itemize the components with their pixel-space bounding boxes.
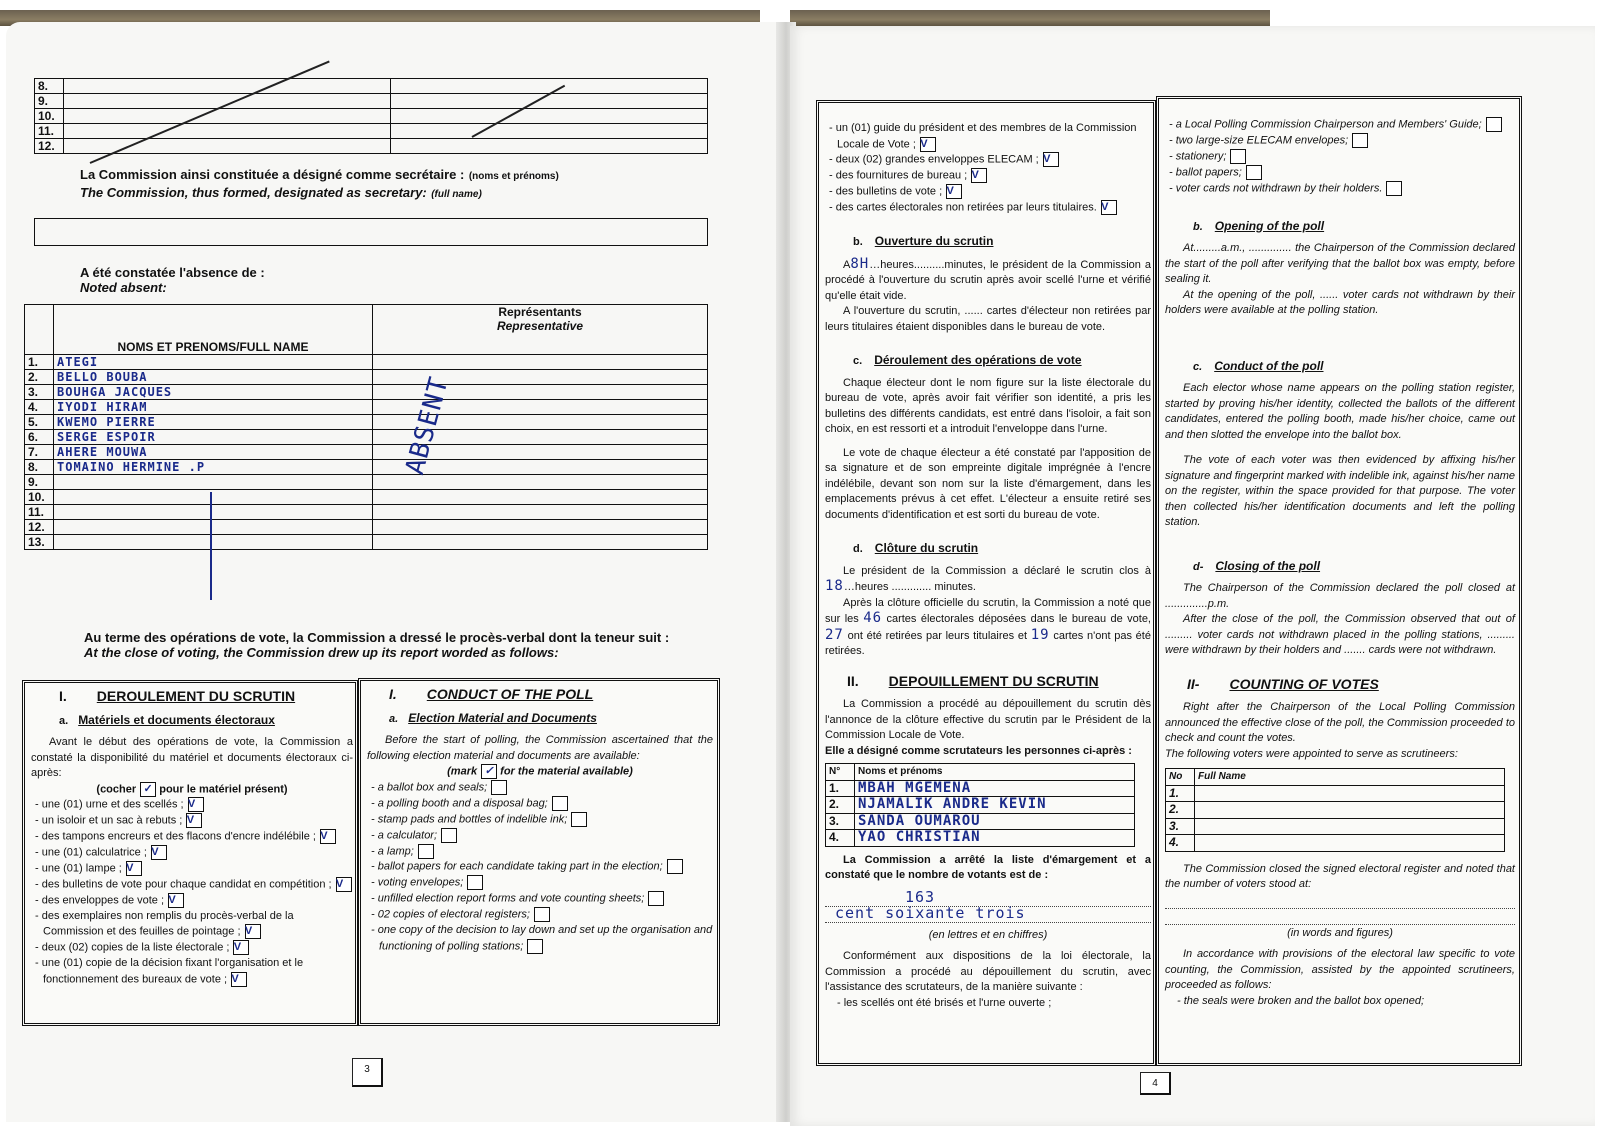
header-no: No xyxy=(1166,769,1195,786)
material-checkbox[interactable] xyxy=(467,875,483,890)
absent-name: ATEGI xyxy=(54,355,373,370)
text: cartes électorales déposées dans le bureau de vote, xyxy=(886,613,1151,626)
scrutineers-table-fr xyxy=(825,763,1135,847)
material-checkbox[interactable] xyxy=(648,891,664,906)
handwritten-vertical-line xyxy=(210,492,212,600)
row-number: 9. xyxy=(25,475,54,490)
section-title: CONDUCT OF THE POLL xyxy=(426,686,594,702)
material-checkbox[interactable]: V xyxy=(920,137,936,152)
absent-header-representative xyxy=(373,305,708,355)
material-label: - one copy of the decision to lay down and set up the organisation and functioning of polling stations; xyxy=(371,924,713,952)
absent-annotation: ABSENT xyxy=(400,373,455,478)
conduct-paragraph: Each elector whose name appears on the polling station register, started by proving his/her identity, collected the ballots of the different candidates, entered the polling booth, made his/her choice, came out and then slotted the envelope into the ballot box. xyxy=(1165,382,1515,441)
instruction-tail: pour le matériel présent) xyxy=(159,782,288,795)
material-checkbox[interactable]: V xyxy=(151,845,167,860)
absent-name: KWEMO PIERRE xyxy=(54,415,373,430)
scrutineer-name[interactable] xyxy=(1195,785,1505,802)
material-label: - ballot papers for each candidate taking part in the election; xyxy=(371,860,663,873)
material-item xyxy=(367,875,713,891)
material-checkbox[interactable] xyxy=(1230,149,1246,164)
count-item: - les scellés ont été brisés et l'urne ouverte ; xyxy=(837,996,1052,1009)
material-item xyxy=(367,891,713,907)
material-item xyxy=(825,121,1151,152)
member-name-cell xyxy=(64,94,391,109)
subsection-letter: b. xyxy=(853,236,863,249)
absent-representative xyxy=(373,475,708,490)
material-item xyxy=(31,829,353,845)
material-item xyxy=(31,956,353,987)
material-label: - deux (02) copies de la liste électorale ; xyxy=(35,941,230,954)
page-number-left: 3 xyxy=(352,1058,383,1087)
text: A xyxy=(843,258,851,271)
material-item xyxy=(367,844,713,860)
absent-name xyxy=(54,505,373,520)
scrutineer-row xyxy=(1166,818,1505,835)
material-checkbox[interactable] xyxy=(571,812,587,827)
member-role-cell xyxy=(391,124,708,139)
material-label: - deux (02) grandes enveloppes ELECAM ; xyxy=(829,153,1039,166)
absent-name xyxy=(54,520,373,535)
material-label: - voter cards not withdrawn by their holders. xyxy=(1169,182,1383,195)
row-number: 10. xyxy=(35,109,64,124)
scrutineers-intro: The following voters were appointed to serve as scrutineers: xyxy=(1165,747,1458,760)
material-label: - des tampons encreurs et des flacons d'encre indélébile ; xyxy=(35,830,316,843)
material-label: - stamp pads and bottles of indelible ink; xyxy=(371,813,568,826)
material-item xyxy=(367,780,713,796)
subsection-letter: b. xyxy=(1193,220,1203,233)
scrutineer-row xyxy=(826,813,1135,830)
row-number: 12. xyxy=(35,139,64,154)
instruction-tail: for the material available) xyxy=(500,765,633,778)
absent-name: AHERE MOUWA xyxy=(54,445,373,460)
material-item xyxy=(31,797,353,813)
row-number: 4. xyxy=(25,400,54,415)
absent-row xyxy=(25,445,708,460)
voters-count-field[interactable] xyxy=(825,887,1151,928)
section-number: II- xyxy=(1187,675,1200,692)
dotted-line xyxy=(1165,896,1515,909)
row-number: 3. xyxy=(1166,818,1195,835)
conduct-paragraph: The vote of each voter was then evidenced by affixing his/her signature and fingerprint marked with indelible ink, against his/her name on the register, within the space provided for that purpose. The voter then collected his/her identification documents and left the polling station. xyxy=(1165,454,1515,529)
member-role-cell xyxy=(391,94,708,109)
material-checkbox[interactable]: V xyxy=(186,813,202,828)
material-item xyxy=(367,828,713,844)
material-checkbox[interactable] xyxy=(667,859,683,874)
material-item xyxy=(367,812,713,828)
voters-note: (in words and figures) xyxy=(1287,926,1393,939)
section-fr-box xyxy=(22,680,358,1026)
absent-row xyxy=(25,385,708,400)
material-label: - a lamp; xyxy=(371,844,414,857)
material-checkbox[interactable]: V xyxy=(188,797,204,812)
rep-header-en: Representative xyxy=(496,319,584,333)
secretary-label xyxy=(80,166,700,202)
scrutineers-intro: Elle a désigné comme scrutateurs les personnes ci-après : xyxy=(825,744,1132,757)
material-label: - une (01) lampe ; xyxy=(35,862,122,875)
absent-row xyxy=(25,430,708,445)
closing-cards-paragraph: After the close of the poll, the Commission observed that out of ......... voter cards not withdrawn placed in the polling stations, ......... were withdrawn by their holders and ....... cards were not withdrawn. xyxy=(1165,613,1515,657)
material-label: - stationery; xyxy=(1169,150,1227,163)
material-checkbox[interactable]: V xyxy=(233,940,249,955)
header-no: N° xyxy=(826,764,855,781)
dotted-line xyxy=(1165,912,1515,925)
voters-count-field[interactable] xyxy=(1165,896,1515,926)
section-number: II. xyxy=(847,672,859,689)
absent-row xyxy=(25,475,708,490)
material-item xyxy=(31,893,353,909)
scrutineer-name[interactable] xyxy=(1195,835,1505,852)
absent-row xyxy=(25,520,708,535)
row-number: 3. xyxy=(826,813,855,830)
scrutineer-row xyxy=(826,830,1135,847)
scrutineer-name[interactable] xyxy=(1195,802,1505,819)
header-name: Full Name xyxy=(1195,769,1505,786)
material-label: - un isoloir et un sac à rebuts ; xyxy=(35,814,183,827)
member-role-cell xyxy=(391,139,708,154)
cards-deposited-value[interactable]: 46 xyxy=(863,610,883,627)
text: heures xyxy=(880,258,914,271)
page-number-right: 4 xyxy=(1140,1072,1171,1095)
row-number: 11. xyxy=(25,505,54,520)
absent-label-en: Noted absent: xyxy=(80,280,167,295)
row-number: 5. xyxy=(25,415,54,430)
scrutineer-row xyxy=(1166,835,1505,852)
secretary-field[interactable] xyxy=(34,218,708,246)
material-label: - two large-size ELECAM envelopes; xyxy=(1169,134,1349,147)
row-number: 2. xyxy=(1166,802,1195,819)
row-number: 2. xyxy=(826,797,855,814)
section-title: COUNTING OF VOTES xyxy=(1229,675,1379,692)
text: Après la clôture officielle du scrutin, la Commission a noté que sur les xyxy=(825,596,1151,626)
material-checkbox[interactable]: V xyxy=(126,861,142,876)
secretary-note-fr: (noms et prénoms) xyxy=(468,171,559,182)
material-item xyxy=(1165,117,1515,133)
absent-representative xyxy=(373,490,708,505)
absent-row xyxy=(25,505,708,520)
scrutineers-table-en xyxy=(1165,768,1505,852)
row-number: 8. xyxy=(35,79,64,94)
materials-intro: Avant le début des opérations de vote, la Commission a constaté la disponibilité du matériel et documents électoraux ci-après: xyxy=(31,736,353,779)
material-checkbox[interactable]: V xyxy=(1043,152,1059,167)
subsection-letter: a. xyxy=(389,712,399,725)
absent-name: SERGE ESPOIR xyxy=(54,430,373,445)
subsection-title: Opening of the poll xyxy=(1214,218,1325,233)
count-paragraph: Conformément aux dispositions de la loi électorale, la Commission a procédé au dépouillement du scrutin, avec l'assistance des scrutateurs, de la manière suivante : xyxy=(825,950,1151,994)
absent-row xyxy=(25,460,708,475)
material-label: - ballot papers; xyxy=(1169,166,1242,179)
material-checkbox[interactable] xyxy=(552,796,568,811)
material-label: - une (01) urne et des scellés ; xyxy=(35,798,184,811)
member-name-cell xyxy=(64,109,391,124)
absent-name xyxy=(54,475,373,490)
scrutineer-name: NJAMALIK ANDRE KEVIN xyxy=(855,797,1135,814)
closing-hour-value[interactable]: 18 xyxy=(825,578,844,595)
section-title: DEPOUILLEMENT DU SCRUTIN xyxy=(888,672,1099,689)
materials-intro: Before the start of polling, the Commission ascertained that the following election material and documents are available: xyxy=(367,734,713,762)
material-label: - a polling booth and a disposal bag; xyxy=(371,797,548,810)
section-number: I. xyxy=(389,686,397,702)
material-checkbox[interactable] xyxy=(534,907,550,922)
opening-cards-paragraph: At the opening of the poll, ...... voter cards not withdrawn by their holders were available at the polling station. xyxy=(1165,288,1515,317)
absent-name: TOMAINO HERMINE .P xyxy=(54,460,373,475)
material-item xyxy=(31,845,353,861)
absent-table xyxy=(24,304,708,550)
material-item xyxy=(825,184,1151,200)
opening-cards-paragraph: A l'ouverture du scrutin, ...... cartes d'électeur non retirées par leurs titulaires étaient disponibles dans le bureau de vote. xyxy=(825,305,1151,333)
row-number: 9. xyxy=(35,94,64,109)
absent-row xyxy=(25,370,708,385)
row-number: 11. xyxy=(35,124,64,139)
absent-label-fr: A été constatée l'absence de : xyxy=(80,265,265,280)
row-number: 8. xyxy=(25,460,54,475)
absent-row xyxy=(25,415,708,430)
text: minutes, le président de la Commission a procédé à l'ouverture du scrutin après avoir scellé l'urne et vérifié qu'elle était vide. xyxy=(825,258,1151,302)
secretary-note-en: (full name) xyxy=(431,189,482,200)
material-item xyxy=(367,796,713,812)
row-number: 6. xyxy=(25,430,54,445)
member-role-cell xyxy=(391,79,708,94)
material-label: - des bulletins de vote pour chaque candidat en compétition ; xyxy=(35,878,332,891)
material-checkbox[interactable]: V xyxy=(946,184,962,199)
material-item xyxy=(825,200,1151,216)
row-number: 3. xyxy=(25,385,54,400)
report-intro xyxy=(84,630,669,660)
scrutineer-row xyxy=(1166,802,1505,819)
member-name-cell xyxy=(64,124,391,139)
material-item xyxy=(1165,149,1515,165)
material-item xyxy=(1165,133,1515,149)
section-title: DEROULEMENT DU SCRUTIN xyxy=(96,688,296,704)
subsection-letter: a. xyxy=(59,714,69,727)
material-item xyxy=(367,907,713,923)
absent-name xyxy=(54,490,373,505)
right-fr-box: - un (01) guide du président et des membres de la Commission Locale de Vote ; V - deux (02) grandes enveloppes ELECAM ; V - des fournitures de bureau ; V - des bulletins de vote ; V - des cartes électorales non retirées par leurs titulaires. V b. Ouverture du scrutin A8H…heures..........minutes, le président de la Commission a procédé à l'ouverture du scrutin après avoir scellé l'urne et vérifié qu'elle était vide. A l'ouverture du scrutin, ...... cartes d'électeur non retirées par leurs titulaires étaient disponibles dans le bureau de vote. c. Déroulement des opérations de vote Chaque électeur dont le nom figure sur la liste électorale du bureau de vote, après avoir fait vérifier son identité, a pris les bulletins des différents candidats, est entré dans l'isoloir, a fait son choix, en est ressorti et a introduit l'enveloppe dans l'urne. Le vote de chaque électeur a été constaté par l'apposition de sa signature et de son empreinte digitale imprégnée à l'encre indélébile, devant son nom sur la liste d'émargement, dans les emplacements prévus à cet effet. L'électeur a ensuite retiré ses documents d'identification et est sorti du bureau de vote. d. Clôture du scrutin Le président de la Commission a déclaré le scrutin clos à 18…heures ............. minutes. Après la clôture officielle du scrutin, la Commission a noté que sur les 46 cartes électorales déposées dans le bureau de vote, 27 ont été retirées par leurs titulaires et 19 cartes n'ont pas été retirées. II. DEPOUILLEMENT DU SCRUTIN La Commission a procédé au dépouillement du scrutin dès l'annonce de la clôture effective du scrutin par le Président de la Commission Locale de Vote. Elle a désigné comme scrutateurs les personnes ci-après : N° Noms et prénoms 1. MBAH MGEMENA 2. NJAMALIK ANDRE KEVIN 3. SANDA OUMAROU 4. YAO CHRISTIAN La Commission a arrêté la liste d'émargement et a constaté que le nombre de votants est de : 163 cent soixante trois (en lettres et en chiffres) Conformément aux dispositions de la loi électorale, la Commission a procédé au dépouillement du scrutin, avec l'assistance des scrutateurs, de la manière suivante : - les scellés ont été brisés et l'urne ouverte ; xyxy=(816,100,1156,1066)
material-label: - a Local Polling Commission Chairperson and Members' Guide; xyxy=(1169,118,1482,131)
desk-background xyxy=(790,10,1270,26)
material-checkbox[interactable] xyxy=(441,828,457,843)
absent-label xyxy=(80,265,265,295)
absent-name: IYODI HIRAM xyxy=(54,400,373,415)
subsection-title: Conduct of the poll xyxy=(1214,358,1324,373)
material-label: - des exemplaires non remplis du procès-verbal de la Commission et des feuilles de pointage ; xyxy=(35,909,294,938)
intro-fr: Au terme des opérations de vote, la Commission a dressé le procès-verbal dont la teneur suit : xyxy=(84,630,670,645)
material-item xyxy=(367,923,713,954)
material-checkbox[interactable]: V xyxy=(971,168,987,183)
material-label: - un (01) guide du président et des membres de la Commission Locale de Vote ; xyxy=(829,122,1137,150)
absent-representative xyxy=(373,535,708,550)
scrutineer-name: SANDA OUMAROU xyxy=(855,813,1135,830)
row-number: 12. xyxy=(25,520,54,535)
voters-paragraph: La Commission a arrêté la liste d'émargement et a constaté que le nombre de votants est de : xyxy=(825,853,1151,882)
row-number: 2. xyxy=(25,370,54,385)
row-number: 1. xyxy=(826,780,855,797)
instruction-text: (mark xyxy=(447,765,478,778)
subsection-title: Déroulement des opérations de vote xyxy=(874,353,1082,368)
rep-header-fr: Représentants xyxy=(498,305,582,319)
opening-minutes-value[interactable]: .......... xyxy=(913,258,945,271)
member-name-cell xyxy=(64,79,391,94)
conduct-paragraph: Chaque électeur dont le nom figure sur la liste électorale du bureau de vote, après avoir fait vérifier son identité, a pris les bulletins des différents candidats, est entré dans l'isoloir, a fait son choix, en est ressorti et a introduit l'enveloppe dans l'urne. xyxy=(825,376,1151,436)
material-checkbox[interactable] xyxy=(1246,165,1262,180)
row-number: 10. xyxy=(25,490,54,505)
material-item xyxy=(31,940,353,956)
scrutineer-name[interactable] xyxy=(1195,818,1505,835)
scrutineer-name: YAO CHRISTIAN xyxy=(855,830,1135,847)
subsection-title: Clôture du scrutin xyxy=(874,541,979,556)
material-label: - des bulletins de vote ; xyxy=(829,185,943,198)
material-checkbox[interactable]: V xyxy=(320,829,336,844)
header-name: Noms et prénoms xyxy=(855,764,1135,781)
text: Le président de la Commission a déclaré le scrutin clos à xyxy=(843,564,1151,577)
count-paragraph: In accordance with provisions of the electoral law specific to vote counting, the Commission, assisted by the appointed scrutineers, proceeded as follows: xyxy=(1165,948,1515,992)
absent-row xyxy=(25,490,708,505)
member-role-cell xyxy=(391,109,708,124)
material-label: - a ballot box and seals; xyxy=(371,781,488,794)
section-en-box xyxy=(358,678,720,1026)
row-number: 13. xyxy=(25,535,54,550)
material-label: - une (01) copie de la décision fixant l'organisation et le fonctionnement des bureaux de vote ; xyxy=(35,957,304,985)
cards-withdrawn-value[interactable]: 27 xyxy=(825,626,844,643)
absent-name: BELLO BOUBA xyxy=(54,370,373,385)
text: cartes n'ont pas été retirées. xyxy=(825,629,1151,658)
subsection-title: Ouverture du scrutin xyxy=(874,234,994,249)
material-checkbox[interactable] xyxy=(491,780,507,795)
absent-row xyxy=(25,535,708,550)
scrutineer-row xyxy=(826,780,1135,797)
row-number: 1. xyxy=(1166,785,1195,802)
material-label: - des cartes électorales non retirées par leurs titulaires. xyxy=(829,201,1097,214)
counting-paragraph: La Commission a procédé au dépouillement du scrutin dès l'annonce de la clôture effective du scrutin par le Président de la Commission Locale de Vote. xyxy=(825,698,1151,742)
secretary-label-en: The Commission, thus formed, designated as secretary: xyxy=(80,185,427,200)
row-number: 1. xyxy=(25,355,54,370)
absent-row xyxy=(25,400,708,415)
row-number: 4. xyxy=(826,830,855,847)
subsection-title: Matériels et documents électoraux xyxy=(78,712,275,727)
counting-paragraph: Right after the Chairperson of the Local Polling Commission announced the effective close of the poll, the Commission proceeded to check and count the votes. xyxy=(1165,701,1515,745)
opening-paragraph: At.........a.m., .............. the Chairperson of the Commission declared the start of the poll after verifying that the ballot box was empty, before sealing it. xyxy=(1165,242,1515,286)
material-checkbox[interactable]: V xyxy=(168,893,184,908)
scrutineer-name: MBAH MGEMENA xyxy=(855,780,1135,797)
subsection-letter: d- xyxy=(1193,560,1204,573)
closing-paragraph: The Chairperson of the Commission declared the poll closed at ..............p.m. xyxy=(1165,582,1515,610)
absent-header-num xyxy=(25,305,54,355)
count-item: - the seals were broken and the ballot box opened; xyxy=(1177,994,1425,1007)
material-label: - 02 copies of electoral registers; xyxy=(371,908,530,921)
material-checkbox[interactable] xyxy=(527,939,543,954)
scrutineer-row xyxy=(1166,785,1505,802)
voters-figure: 163 xyxy=(905,887,936,906)
material-checkbox[interactable]: V xyxy=(231,972,247,987)
section-number: I. xyxy=(59,688,67,704)
material-label: - a calculator; xyxy=(371,829,438,842)
check-sample-icon: ✓ xyxy=(481,764,497,779)
subsection-letter: c. xyxy=(853,355,863,368)
instruction-text: (cocher xyxy=(96,782,137,795)
row-number: 4. xyxy=(1166,835,1195,852)
conduct-paragraph: Le vote de chaque électeur a été constaté par l'apposition de sa signature et de son empreinte digitale imprégnée à l'encre indélébile, devant son nom sur la liste d'émargement, dans les emplacements prévus à cet effet. L'électeur a ensuite retiré ses documents d'identification et est sorti du bureau de vote. xyxy=(825,446,1151,521)
material-item xyxy=(31,877,353,893)
opening-hour-value[interactable]: 8H xyxy=(850,255,870,272)
material-item xyxy=(31,861,353,877)
material-item xyxy=(825,168,1151,184)
cards-not-withdrawn-value[interactable]: 19 xyxy=(1030,626,1050,643)
material-checkbox[interactable]: V xyxy=(336,877,352,892)
material-checkbox[interactable]: V xyxy=(245,924,261,939)
right-en-box xyxy=(1156,96,1522,1066)
material-checkbox[interactable] xyxy=(1386,181,1402,196)
intro-en: At the close of voting, the Commission drew up its report worded as follows: xyxy=(84,645,559,660)
absent-name xyxy=(54,535,373,550)
material-item xyxy=(367,859,713,875)
absent-name: BOUHGA JACQUES xyxy=(54,385,373,400)
absent-representative xyxy=(373,355,708,370)
material-item xyxy=(31,813,353,829)
material-item xyxy=(1165,165,1515,181)
text: heures ............. minutes. xyxy=(854,581,976,594)
material-label: - des enveloppes de vote ; xyxy=(35,894,165,907)
subsection-title: Closing of the poll xyxy=(1215,558,1321,573)
scrutineer-row xyxy=(826,797,1135,814)
material-checkbox[interactable] xyxy=(1486,117,1502,132)
material-checkbox[interactable]: V xyxy=(1101,200,1117,215)
material-label: - des fournitures de bureau ; xyxy=(829,169,968,182)
material-label: - une (01) calculatrice ; xyxy=(35,846,147,859)
subsection-letter: c. xyxy=(1193,360,1203,373)
material-label: - voting envelopes; xyxy=(371,876,464,889)
material-item xyxy=(1165,181,1515,197)
voters-note: (en lettres et en chiffres) xyxy=(928,928,1048,941)
subsection-letter: d. xyxy=(853,543,863,556)
material-item xyxy=(825,152,1151,168)
text: ont été retirées par leurs titulaires et xyxy=(847,629,1028,642)
voters-words: cent soixante trois xyxy=(835,903,1026,922)
check-sample-icon: ✓ xyxy=(140,782,156,797)
absent-row xyxy=(25,355,708,370)
voters-paragraph: The Commission closed the signed electoral register and noted that the number of voters stood at: xyxy=(1165,862,1515,891)
material-item xyxy=(31,909,353,940)
absent-header-name: NOMS ET PRENOMS/FULL NAME xyxy=(54,305,373,355)
material-checkbox[interactable] xyxy=(418,844,434,859)
absent-representative xyxy=(373,520,708,535)
material-checkbox[interactable] xyxy=(1352,133,1368,148)
row-number: 7. xyxy=(25,445,54,460)
absent-representative xyxy=(373,505,708,520)
material-label: - unfilled election report forms and vote counting sheets; xyxy=(371,892,645,905)
secretary-label-fr: La Commission ainsi constituée a désigné comme secrétaire : xyxy=(80,167,465,182)
subsection-title: Election Material and Documents xyxy=(408,710,597,725)
